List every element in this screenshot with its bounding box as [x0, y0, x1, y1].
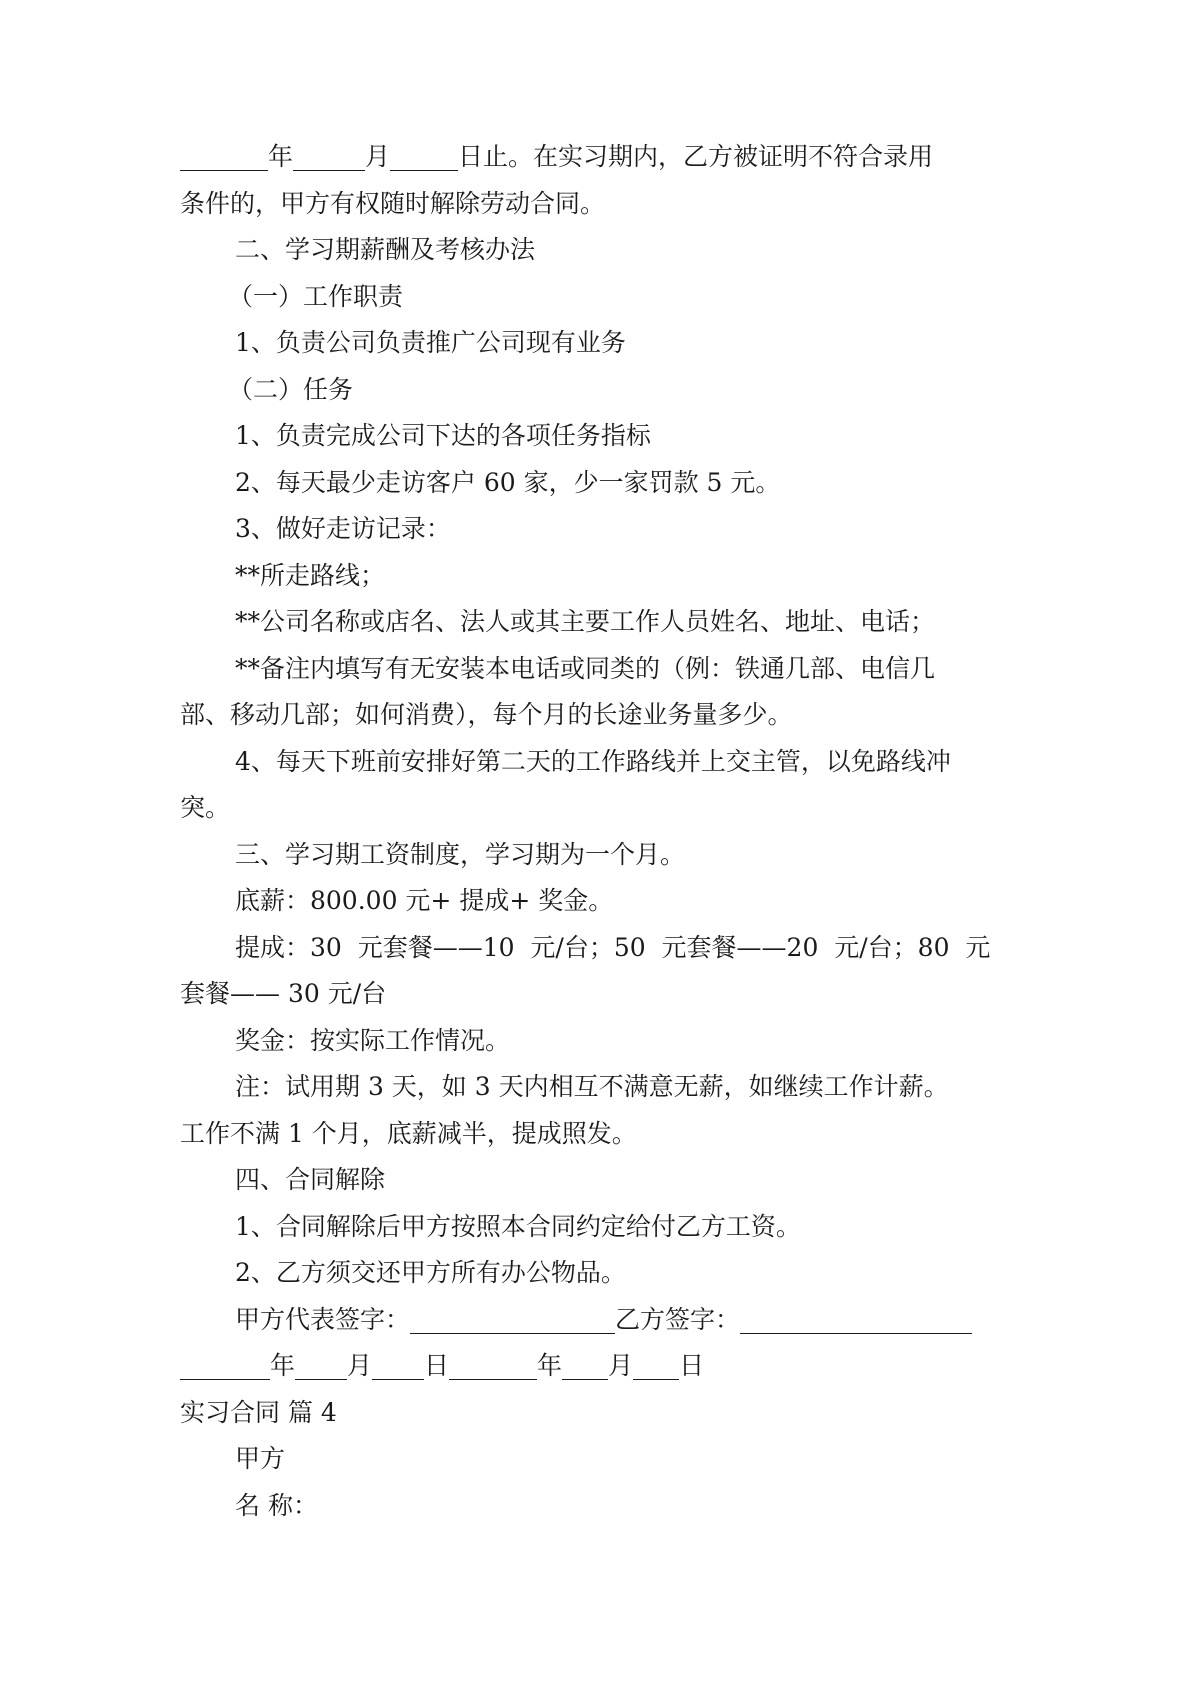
record-item-3: **备注内填写有无安装本电话或同类的（例：铁通几部、电信几	[235, 653, 936, 683]
a-year-label: 年	[270, 1351, 296, 1380]
party-a-signature-blank	[410, 1305, 615, 1334]
blank-a-month	[295, 1351, 347, 1380]
year-label: 年	[268, 142, 294, 171]
bonus: 奖金：按实际工作情况。	[235, 1025, 511, 1055]
blank-month	[293, 142, 365, 171]
task-item-4: 4、每天下班前安排好第二天的工作路线并上交主管，以免路线冲	[235, 746, 951, 776]
signature-date-line	[180, 1343, 1030, 1390]
section-4-title: 四、合同解除	[235, 1165, 386, 1194]
party-a-signature-label: 甲方代表签字：	[235, 1304, 411, 1334]
party-b-signature-blank	[740, 1305, 972, 1334]
probation-text-cont: 条件的，甲方有权随时解除劳动合同。	[180, 188, 606, 218]
a-day-label: 日	[424, 1351, 450, 1380]
probation-text: 日止。在实习期内，乙方被证明不符合录用	[458, 142, 934, 171]
base-pay: 底薪：800.00 元+ 提成+ 奖金。	[235, 886, 614, 915]
party-b-signature-label: 乙方签字：	[615, 1304, 741, 1334]
duty-item-1: 1、负责公司负责推广公司现有业务	[235, 328, 626, 357]
termination-item-2: 2、乙方须交还甲方所有办公物品。	[235, 1258, 626, 1287]
termination-item-1: 1、合同解除后甲方按照本合同约定给付乙方工资。	[235, 1211, 801, 1241]
a-month-label: 月	[347, 1351, 373, 1380]
task-item-1: 1、负责完成公司下达的各项任务指标	[235, 421, 651, 450]
blank-b-year	[449, 1351, 537, 1380]
blank-b-day	[633, 1351, 679, 1380]
b-day-label: 日	[679, 1351, 705, 1380]
signature-line	[180, 1297, 1030, 1344]
commission-cont: 套餐—— 30 元/台	[180, 979, 387, 1008]
month-label: 月	[365, 142, 391, 171]
blank-day	[390, 142, 458, 171]
commission: 提成：30 元套餐——10 元/台；50 元套餐——20 元/台；80 元	[235, 932, 991, 962]
blank-a-day	[372, 1351, 424, 1380]
blank-b-month	[562, 1351, 608, 1380]
task-heading: （二）任务	[228, 374, 354, 404]
record-item-2: **公司名称或店名、法人或其主要工作人员姓名、地址、电话；	[235, 607, 936, 636]
duty-heading: （一）工作职责	[228, 281, 404, 311]
record-item-1: **所走路线；	[235, 560, 386, 590]
b-month-label: 月	[608, 1351, 634, 1380]
section-2-title: 二、学习期薪酬及考核办法	[235, 235, 536, 264]
name-label: 名 称：	[235, 1490, 318, 1520]
task-item-4-cont: 突。	[180, 793, 231, 822]
blank-year	[180, 142, 268, 171]
b-year-label: 年	[537, 1351, 563, 1380]
party-a-heading: 甲方	[235, 1444, 286, 1473]
note: 注：试用期 3 天，如 3 天内相互不满意无薪，如继续工作计薪。	[235, 1072, 949, 1101]
record-item-3-cont: 部、移动几部；如何消费），每个月的长途业务量多少。	[180, 700, 793, 729]
document-page	[180, 134, 1030, 1529]
section-3-title: 三、学习期工资制度，学习期为一个月。	[235, 839, 686, 869]
date-end-line	[180, 134, 1030, 181]
next-contract-title: 实习合同 篇 4	[180, 1397, 337, 1427]
task-item-2: 2、每天最少走访客户 60 家，少一家罚款 5 元。	[235, 467, 781, 497]
task-item-3: 3、做好走访记录：	[235, 514, 451, 543]
note-cont: 工作不满 1 个月，底薪减半，提成照发。	[180, 1118, 637, 1148]
blank-a-year	[180, 1351, 270, 1380]
